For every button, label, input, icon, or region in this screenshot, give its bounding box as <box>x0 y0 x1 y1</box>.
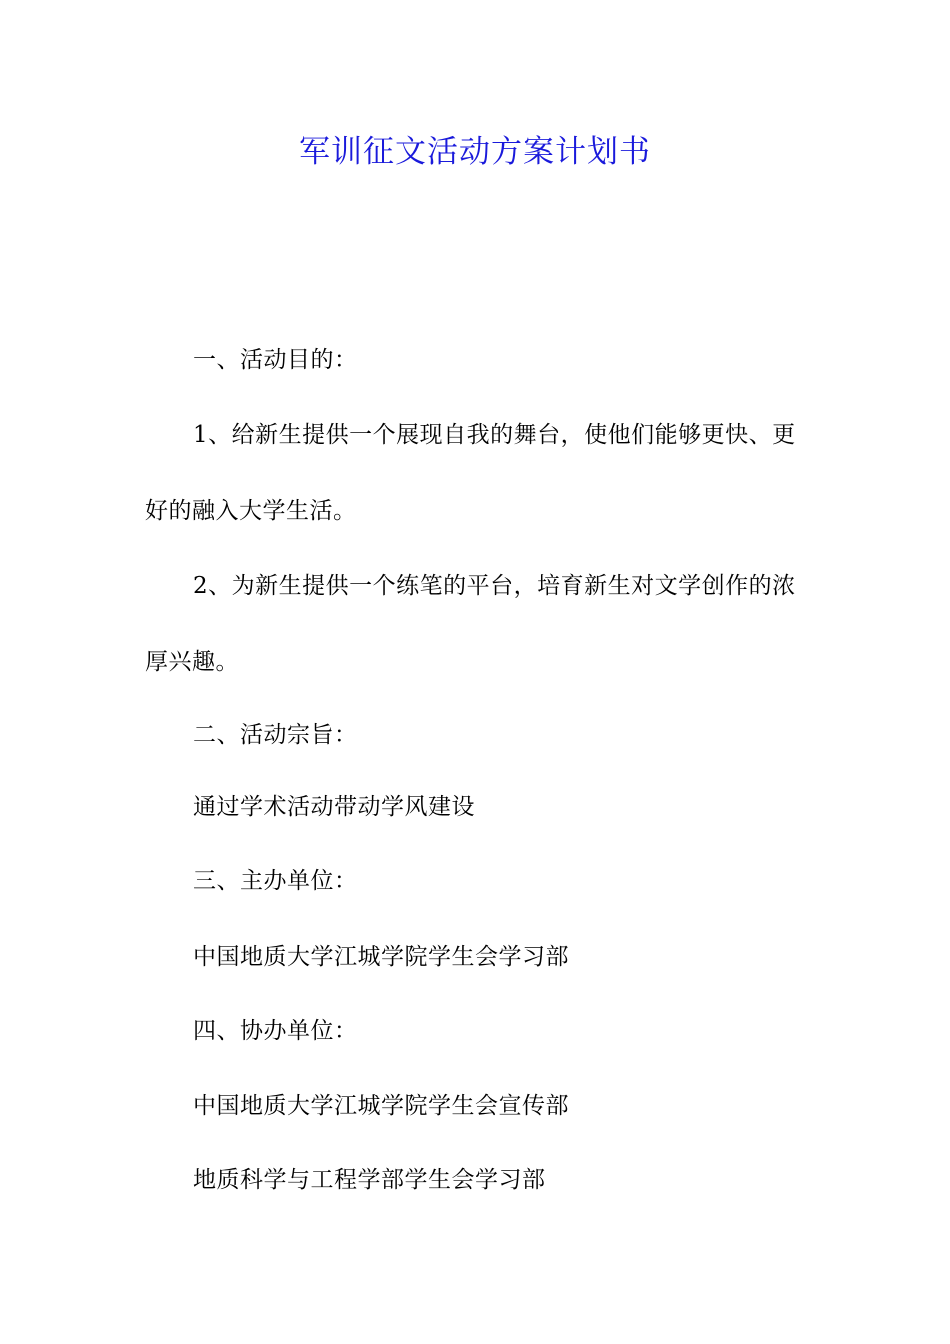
section-heading-co-organizer: 四、协办单位： <box>193 1018 358 1044</box>
paragraph-aim: 通过学术活动带动学风建设 <box>193 794 475 820</box>
paragraph-purpose-1: 1、给新生提供一个展现自我的舞台，使他们能够更快、更好的融入大学生活。 <box>145 422 796 524</box>
paragraph-organizer: 中国地质大学江城学院学生会学习部 <box>193 944 569 970</box>
document-title: 军训征文活动方案计划书 <box>299 134 651 170</box>
section-heading-purpose: 一、活动目的： <box>193 347 358 373</box>
paragraph-co-organizer-1: 中国地质大学江城学院学生会宣传部 <box>193 1093 569 1119</box>
section-heading-aim: 二、活动宗旨： <box>193 722 358 748</box>
paragraph-co-organizer-2: 地质科学与工程学部学生会学习部 <box>193 1167 546 1193</box>
section-heading-organizer: 三、主办单位： <box>193 868 358 894</box>
paragraph-purpose-2: 2、为新生提供一个练笔的平台，培育新生对文学创作的浓厚兴趣。 <box>145 573 796 675</box>
